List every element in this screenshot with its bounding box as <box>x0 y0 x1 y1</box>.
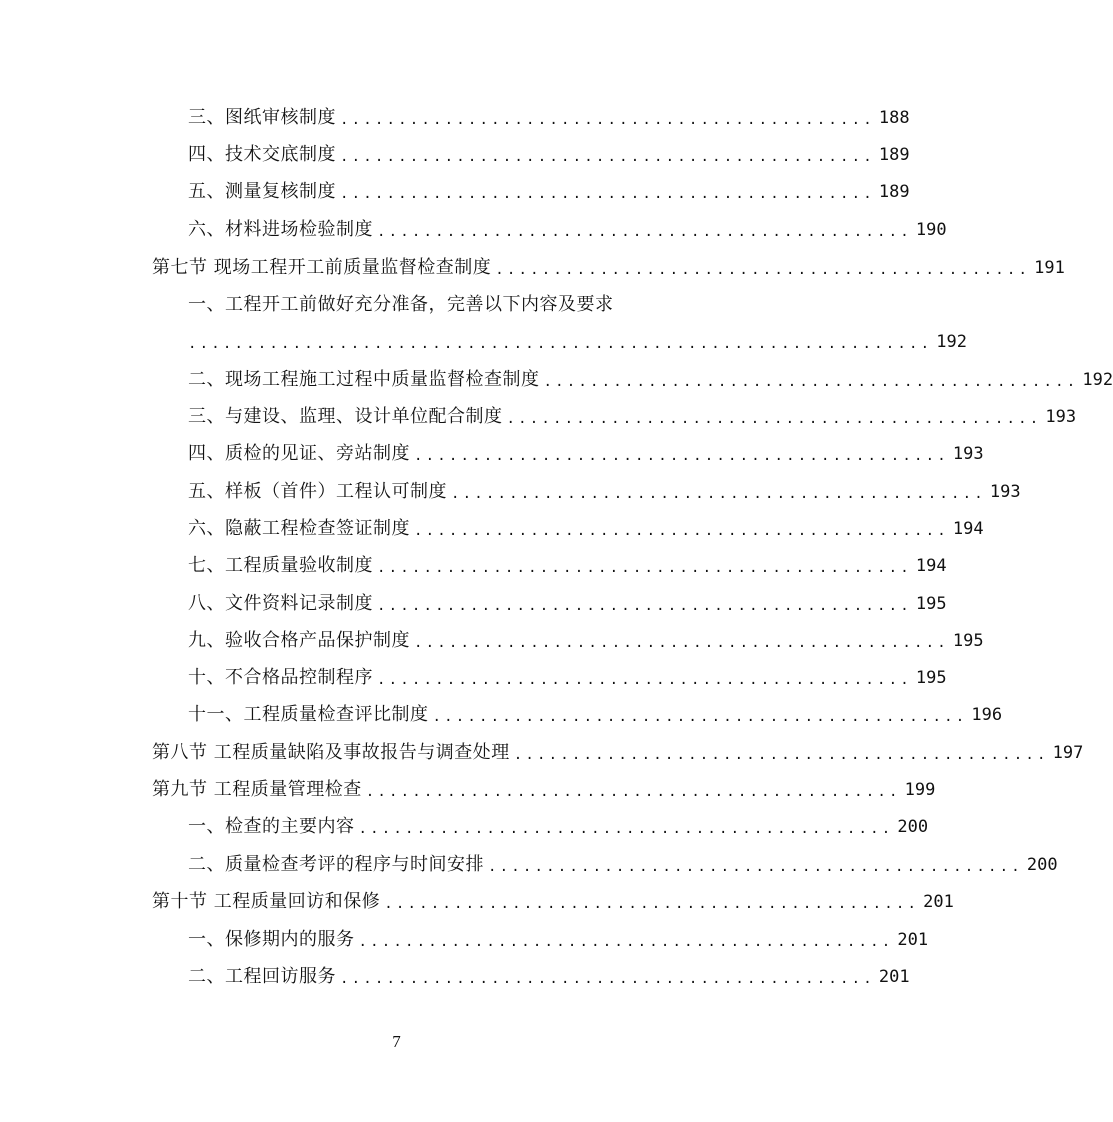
toc-entry-title: 一、工程开工前做好充分准备，完善以下内容及要求 <box>188 294 614 315</box>
toc-entry[interactable] <box>188 965 910 989</box>
toc-entry-page: 195 <box>915 668 947 688</box>
dot-leader: .............................................. <box>377 672 912 688</box>
toc-entry-page: 201 <box>897 930 929 950</box>
dot-leader: .............................................. <box>340 971 875 987</box>
toc-entry-page: 196 <box>971 705 1003 725</box>
toc-entry-title: 六、材料进场检验制度 <box>188 219 373 240</box>
toc-entry[interactable] <box>188 928 929 952</box>
dot-leader: .............................................. <box>488 859 1023 875</box>
dot-leader: .............................................. <box>340 149 875 165</box>
dot-leader: .............................................. <box>365 784 901 800</box>
toc-entry-title: 八、文件资料记录制度 <box>188 593 373 614</box>
dot-leader: .............................................. <box>513 747 1049 763</box>
toc-entry[interactable] <box>188 442 984 466</box>
dot-leader: .............................................. <box>414 523 949 539</box>
toc-entry-title: 七、工程质量验收制度 <box>188 555 373 576</box>
toc-entry-title: 二、质量检查考评的程序与时间安排 <box>188 854 484 875</box>
toc-entry[interactable] <box>188 106 910 130</box>
dot-leader: .............................................. <box>432 709 968 725</box>
toc-entry[interactable] <box>188 143 910 167</box>
toc-entry[interactable] <box>188 629 984 653</box>
toc-entry-page: 194 <box>952 519 984 539</box>
toc-entry-title: 三、与建设、监理、设计单位配合制度 <box>188 406 503 427</box>
toc-entry-page: 193 <box>1045 407 1077 427</box>
toc-entry[interactable] <box>188 517 984 541</box>
toc-entry-page: 195 <box>952 631 984 651</box>
dot-leader: .............................................. <box>377 560 912 576</box>
toc-entry-page: 200 <box>1026 855 1058 875</box>
dot-leader: .............................................. <box>506 411 1042 427</box>
toc-entry-title: 第十节 工程质量回访和保修 <box>152 891 381 912</box>
toc-entry-title: 二、工程回访服务 <box>188 966 336 987</box>
toc-entry-page: 192 <box>1082 370 1113 390</box>
toc-section-entry[interactable] <box>152 778 936 802</box>
dot-leader: .............................................. <box>451 486 986 502</box>
toc-entry-title: 二、现场工程施工过程中质量监督检查制度 <box>188 369 540 390</box>
dot-leader: .............................................. <box>358 934 894 950</box>
dot-leader: .............................................. <box>414 635 949 651</box>
dot-leader: .............................................. <box>340 186 875 202</box>
toc-entry-title: 第八节 工程质量缺陷及事故报告与调查处理 <box>152 742 510 763</box>
toc-entry-page: 197 <box>1052 743 1084 763</box>
toc-entry-title: 六、隐蔽工程检查签证制度 <box>188 518 410 539</box>
toc-entry-title: 十、不合格品控制程序 <box>188 667 373 688</box>
toc-entry[interactable] <box>188 368 1113 392</box>
toc-entry-title: 五、测量复核制度 <box>188 181 336 202</box>
toc-entry[interactable] <box>188 480 1021 504</box>
dot-leader: .............................................. <box>543 374 1079 390</box>
toc-section-entry[interactable] <box>152 741 1084 765</box>
dot-leader: .............................................. <box>495 262 1031 278</box>
toc-entry-title: 四、质检的见证、旁站制度 <box>188 443 410 464</box>
toc-entry[interactable] <box>188 703 1003 727</box>
dot-leader: .............................................. <box>358 821 894 837</box>
toc-entry-page: 200 <box>897 817 929 837</box>
toc-entry[interactable] <box>188 592 947 616</box>
toc-entry-page: 188 <box>878 108 910 128</box>
toc-entry-page: 193 <box>989 482 1021 502</box>
toc-entry-title: 三、图纸审核制度 <box>188 107 336 128</box>
dot-leader: .............................................. <box>414 448 949 464</box>
toc-entry-page: 189 <box>878 145 910 165</box>
toc-entry[interactable] <box>188 554 947 578</box>
toc-entry-page: 199 <box>904 780 936 800</box>
toc-entry-page: 191 <box>1034 258 1065 278</box>
toc-entry-title: 四、技术交底制度 <box>188 144 336 165</box>
toc-section-entry[interactable] <box>152 890 954 914</box>
toc-entry[interactable] <box>188 293 674 317</box>
toc-entry-page: 189 <box>878 182 910 202</box>
dot-leader: .............................................. <box>340 112 875 128</box>
toc-entry-continuation[interactable] <box>188 330 967 354</box>
toc-entry-title: 五、样板（首件）工程认可制度 <box>188 481 447 502</box>
dot-leader: .............................................. <box>377 224 912 240</box>
toc-entry-page: 201 <box>878 967 910 987</box>
toc-entry-title: 第九节 工程质量管理检查 <box>152 779 362 800</box>
toc-entry-title: 一、检查的主要内容 <box>188 816 355 837</box>
dot-leader: .............................................. <box>384 896 920 912</box>
toc-entry[interactable] <box>188 815 929 839</box>
toc-entry-title: 九、验收合格产品保护制度 <box>188 630 410 651</box>
toc-entry-page: 194 <box>915 556 947 576</box>
toc-entry[interactable] <box>188 853 1058 877</box>
toc-entry-page: 195 <box>915 594 947 614</box>
dot-leader: ................................................................ <box>188 336 933 352</box>
page-number: 7 <box>392 1032 401 1051</box>
toc-entry[interactable] <box>188 666 947 690</box>
toc-entry-page: 192 <box>936 332 967 352</box>
toc-entry-title: 第七节 现场工程开工前质量监督检查制度 <box>152 257 492 278</box>
dot-leader: .............................................. <box>377 598 912 614</box>
toc-entry[interactable] <box>188 180 910 204</box>
toc-entry-title: 一、保修期内的服务 <box>188 929 355 950</box>
toc-entry[interactable] <box>188 405 1077 429</box>
toc-entry-page: 193 <box>952 444 984 464</box>
toc-entry-page: 190 <box>915 220 947 240</box>
toc-entry-page: 201 <box>923 892 954 912</box>
toc-entry[interactable] <box>188 218 947 242</box>
toc-entry-title: 十一、工程质量检查评比制度 <box>188 704 429 725</box>
toc-section-entry[interactable] <box>152 256 1065 280</box>
